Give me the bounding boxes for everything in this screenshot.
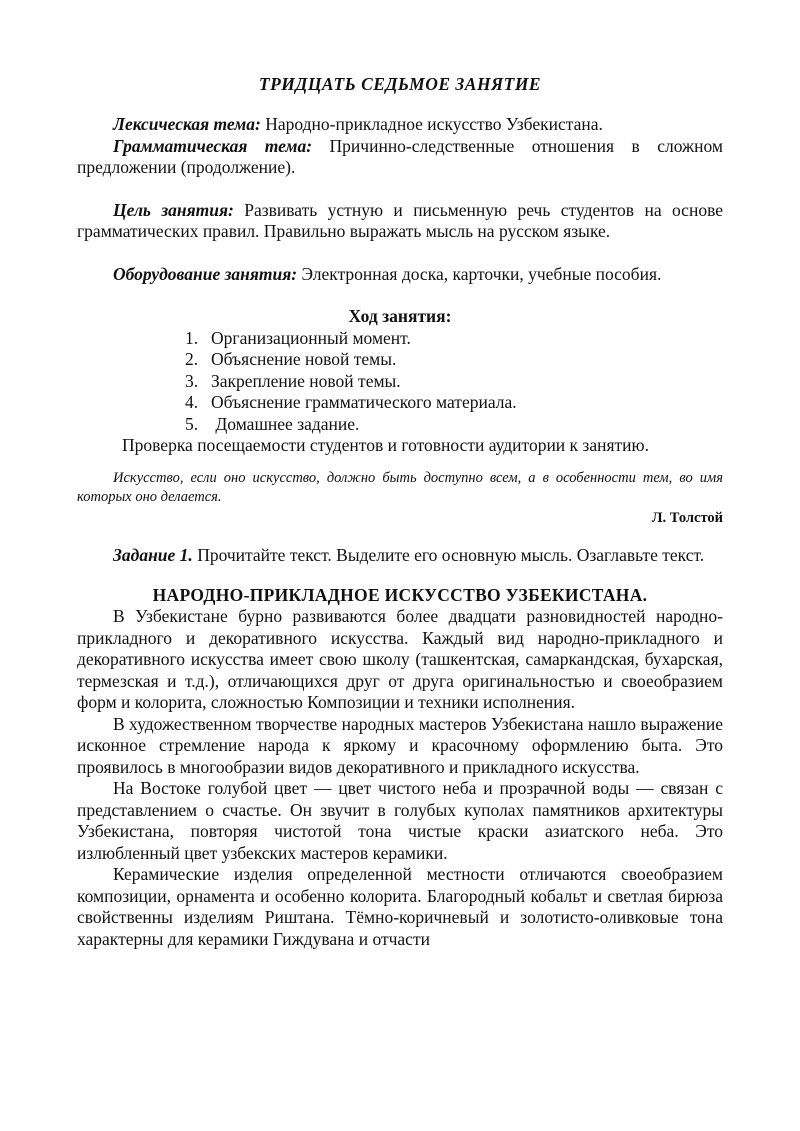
epigraph-author: Л. Толстой (651, 509, 723, 526)
text-paragraph: Керамические изделия определенной местности отличаются своеобразием композиции, орнамента и особенно колорита. Благородный кобальт и светлая бирюза свойственны изделиям Риштана. Тёмно-коричневый и золотисто-оливковые тона характерны для керамики Гиждувана и отчасти (77, 864, 723, 949)
step-number: 1. (185, 327, 199, 348)
step-number: 3. (185, 370, 199, 391)
lesson-goal (77, 200, 723, 243)
step-item (77, 349, 723, 371)
text-title: НАРОДНО-ПРИКЛАДНОЕ ИСКУССТВО УЗБЕКИСТАНА. (152, 585, 648, 605)
step-text: Организационный момент. (211, 327, 411, 348)
grammar-topic-text: Причинно-следственные отношения в сложном предложении (продолжение). (77, 135, 723, 177)
lesson-title: ТРИДЦАТЬ СЕДЬМОЕ ЗАНЯТИЕ (258, 74, 542, 94)
step-item (77, 392, 723, 414)
text-paragraph: В Узбекистане бурно развиваются более двадцати разновидностей народно-прикладного и декоративного искусства. Каждый вид народно-прикладного и декоративного искусства имеет свою школу (ташкентская, самаркандская, бухарская, термезская и т.д.), отличающихся друг от друга оригинальностью и своеобразием форм и колорита, сложностью Композиции и техники исполнения. (77, 606, 723, 712)
document-page (77, 74, 723, 950)
progress-heading: Ход занятия: (348, 306, 452, 326)
step-text: Объяснение новой темы. (211, 349, 397, 369)
progress-steps (77, 328, 723, 436)
text-paragraph: В художественном творчестве народных мастеров Узбекистана нашло выражение исконное стремление народа к яркому и красочному оформлению быта. Это проявилось в многообразии видов декоративного и прикладного искусства. (77, 713, 724, 777)
grammar-topic-label: Грамматическая тема: (113, 135, 313, 156)
task-1-text: Прочитайте текст. Выделите его основную мысль. Озаглавьте текст. (192, 544, 705, 565)
lexical-topic-label: Лексическая тема: (113, 114, 261, 134)
epigraph-text: Искусство, если оно искусство, должно быть доступно всем, а в особенности тем, во имя которых оно делается. (77, 469, 723, 505)
grammar-topic (77, 136, 723, 179)
lesson-equipment-label: Оборудование занятия: (113, 263, 298, 284)
task-1 (77, 545, 723, 567)
lexical-topic (77, 114, 723, 136)
step-item (77, 414, 723, 436)
step-number: 4. (185, 392, 199, 412)
lesson-equipment-text: Электронная доска, карточки, учебные пособия. (297, 263, 662, 284)
step-text: Закрепление новой темы. (211, 370, 401, 391)
step-text: Домашнее задание. (211, 413, 360, 434)
task-1-label: Задание 1. (113, 544, 193, 565)
text-paragraph: На Востоке голубой цвет — цвет чистого неба и прозрачной воды — связан с представлением о счастье. Он звучит в голубых куполах памятников архитектуры Узбекистана, повторяя чистотой тона чистые краски азиатского неба. Это излюбленный цвет узбекских мастеров керамики. (77, 778, 723, 863)
step-number: 2. (185, 349, 199, 369)
step-text: Объяснение грамматического материала. (211, 392, 517, 412)
step-item (77, 328, 723, 350)
lexical-topic-text: Народно-прикладное искусство Узбекистана. (260, 114, 603, 134)
step-number: 5. (185, 413, 199, 434)
lesson-equipment (77, 264, 723, 286)
step-item (77, 371, 723, 393)
lesson-goal-label: Цель занятия: (113, 199, 234, 220)
attendance-check: Проверка посещаемости студентов и готовности аудитории к занятию. (122, 435, 649, 455)
lesson-goal-text: Развивать устную и письменную речь студентов на основе грамматических правил. Правильно выражать мысль на русском языке. (77, 199, 723, 241)
